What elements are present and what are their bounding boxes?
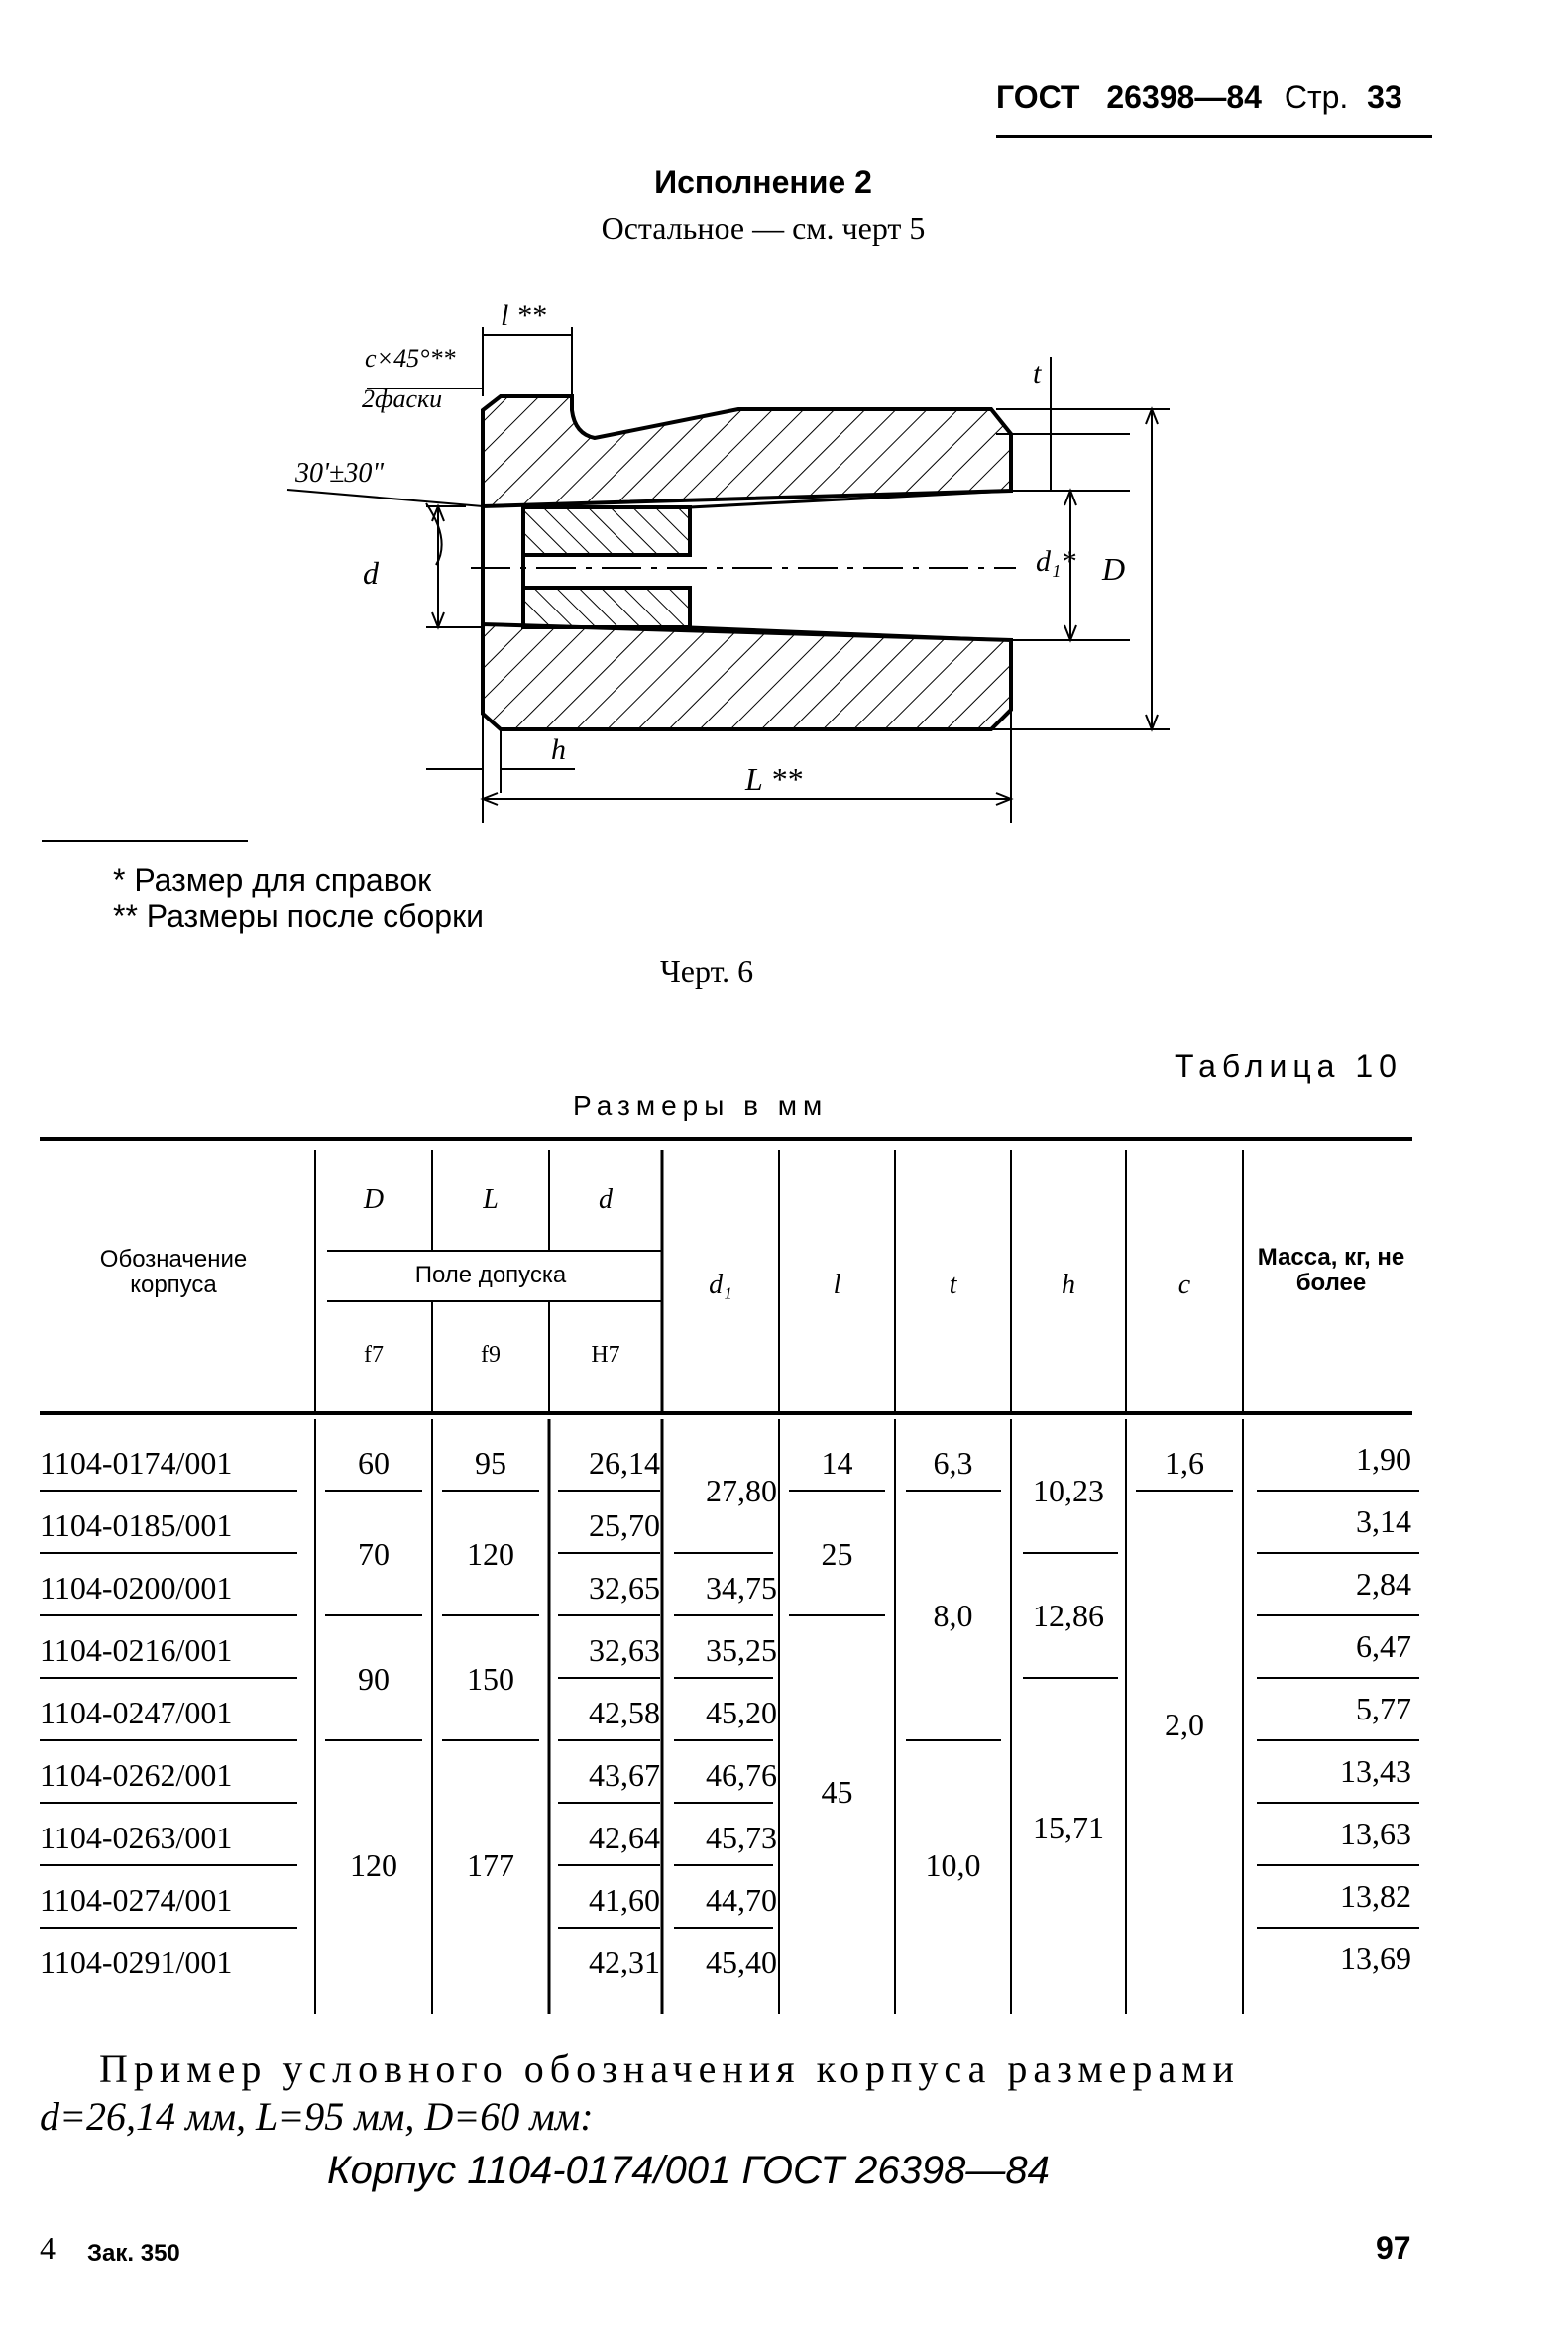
label-angle: 30'±30" (295, 458, 385, 489)
cell-d1: 27,80 (706, 1473, 777, 1508)
figure-caption: Черт. 6 (660, 953, 754, 989)
label-t: t (1033, 357, 1042, 389)
label-chamfer: c×45°** (365, 344, 456, 373)
cell-L: 177 (467, 1847, 514, 1883)
row-d: 42,31 (589, 1944, 660, 1980)
label-d1: d₁* (1036, 545, 1076, 578)
row-designation: 1104-0291/001 (40, 1944, 233, 1980)
cell-D: 120 (350, 1847, 397, 1883)
example-line2: d=26,14 мм, L=95 мм, D=60 мм: (40, 2094, 594, 2139)
example-line1: Пример условного обозначения корпуса размерами (99, 2047, 1240, 2091)
cell-t: 10,0 (925, 1847, 981, 1883)
table-label: Таблица 10 (1175, 1049, 1402, 1084)
label-D: D (1102, 551, 1126, 587)
th-f9: f9 (481, 1342, 501, 1368)
cell-l: 45 (821, 1774, 853, 1810)
th-H7: H7 (591, 1342, 620, 1368)
row-designation: 1104-0185/001 (40, 1507, 233, 1543)
cell-L: 150 (467, 1661, 514, 1697)
gost-number: 26398—84 (1106, 79, 1262, 115)
row-mass: 2,84 (1356, 1566, 1411, 1602)
row-d: 32,63 (589, 1632, 660, 1668)
row-mass: 13,63 (1340, 1816, 1411, 1851)
row-mass: 1,90 (1356, 1441, 1411, 1477)
th-D: D (363, 1184, 385, 1215)
cell-D: 70 (358, 1536, 390, 1572)
label-l: l ** (501, 299, 546, 332)
row-designation: 1104-0274/001 (40, 1882, 233, 1918)
cell-h: 10,23 (1033, 1473, 1104, 1508)
row-d: 41,60 (589, 1882, 660, 1918)
footer-page-number: 97 (1376, 2230, 1411, 2266)
example-designation: Корпус 1104-0174/001 ГОСТ 26398—84 (327, 2149, 1050, 2192)
label-chamfer2: 2фаски (362, 385, 443, 413)
cell-c: 1,6 (1165, 1445, 1204, 1481)
cell-d1: 44,70 (706, 1882, 777, 1918)
page-no: 33 (1367, 79, 1402, 115)
row-designation: 1104-0262/001 (40, 1757, 233, 1793)
row-d: 25,70 (589, 1507, 660, 1543)
drawing-subtitle: Остальное — см. черт 5 (601, 210, 926, 246)
row-d: 26,14 (589, 1445, 660, 1481)
th-L: L (483, 1184, 499, 1215)
th-d: d (599, 1184, 613, 1215)
cell-t: 8,0 (933, 1598, 973, 1633)
th-designation: Обозначение корпуса (99, 1246, 248, 1299)
cell-D: 60 (358, 1445, 390, 1481)
cell-d1: 34,75 (706, 1570, 777, 1606)
cell-L: 95 (475, 1445, 506, 1481)
row-designation: 1104-0247/001 (40, 1695, 233, 1730)
cell-D: 90 (358, 1661, 390, 1697)
footer-page-marker: 4 (40, 2230, 56, 2266)
page-label: Стр. (1284, 79, 1349, 115)
row-d: 43,67 (589, 1757, 660, 1793)
cell-d1: 45,20 (706, 1695, 777, 1730)
cell-d1: 45,73 (706, 1820, 777, 1855)
cell-d1: 45,40 (706, 1944, 777, 1980)
label-d: d (363, 555, 379, 591)
row-mass: 5,77 (1356, 1691, 1411, 1726)
footnote-one: * Размер для справок (113, 862, 432, 898)
cell-L: 120 (467, 1536, 514, 1572)
cell-t: 6,3 (933, 1445, 973, 1481)
row-mass: 3,14 (1356, 1503, 1411, 1539)
row-mass: 13,82 (1340, 1878, 1411, 1914)
row-mass: 13,69 (1340, 1941, 1411, 1976)
th-c: c (1177, 1270, 1191, 1300)
th-tolerance: Поле допуска (414, 1262, 567, 1288)
cell-d1: 46,76 (706, 1757, 777, 1793)
row-designation: 1104-0174/001 (40, 1445, 233, 1481)
row-designation: 1104-0200/001 (40, 1570, 233, 1606)
row-designation: 1104-0216/001 (40, 1632, 233, 1668)
table-units: Размеры в мм (573, 1090, 829, 1121)
footer-order: Зак. 350 (87, 2240, 180, 2267)
gost-label: ГОСТ (996, 79, 1080, 115)
row-d: 42,58 (589, 1695, 660, 1730)
th-f7: f7 (364, 1342, 384, 1368)
th-l: l (833, 1270, 841, 1300)
row-mass: 6,47 (1356, 1628, 1411, 1664)
cell-l: 14 (821, 1445, 853, 1481)
th-h: h (1062, 1270, 1075, 1300)
row-designation: 1104-0263/001 (40, 1820, 233, 1855)
cell-c: 2,0 (1165, 1707, 1204, 1742)
row-d: 32,65 (589, 1570, 660, 1606)
cell-h: 12,86 (1033, 1598, 1104, 1633)
cell-d1: 35,25 (706, 1632, 777, 1668)
th-d1: d₁ (709, 1270, 732, 1300)
th-t: t (949, 1270, 957, 1300)
footnote-two: ** Размеры после сборки (113, 898, 484, 934)
row-d: 42,64 (589, 1820, 660, 1855)
drawing-title: Исполнение 2 (654, 165, 872, 200)
label-L: L ** (745, 761, 803, 797)
cell-h: 15,71 (1033, 1810, 1104, 1845)
row-mass: 13,43 (1340, 1753, 1411, 1789)
th-mass: Масса, кг, не более (1257, 1244, 1405, 1297)
cell-l: 25 (821, 1536, 853, 1572)
label-h: h (551, 733, 566, 766)
